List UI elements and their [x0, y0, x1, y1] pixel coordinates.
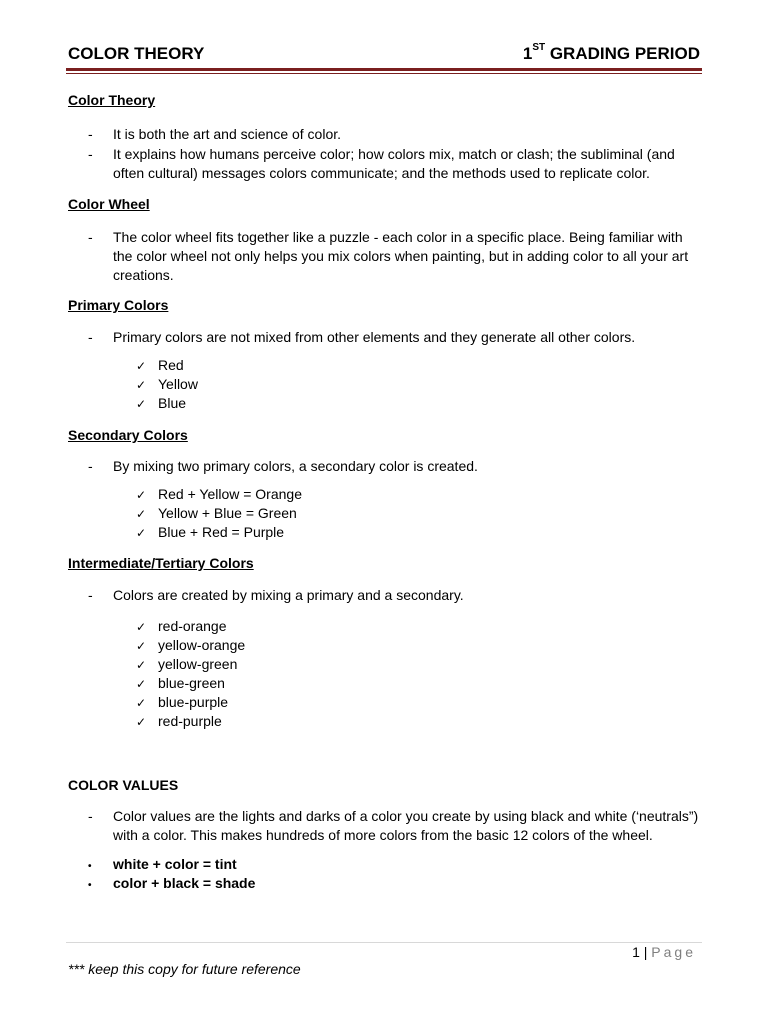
- header-grading-period: [523, 44, 700, 64]
- list-item: [88, 457, 700, 476]
- dash-marker: -: [88, 329, 93, 345]
- page-number: [632, 944, 696, 960]
- header-period-label: GRADING PERIOD: [545, 44, 700, 63]
- checkmark-icon: ✓: [136, 488, 147, 502]
- check-item-text: Red: [158, 357, 184, 373]
- list-item-text: Color values are the lights and darks of a color you create by using black and white (‘neutrals”) with a color. This makes hundreds of more colors from the basic 12 colors of the wheel.: [113, 808, 699, 843]
- checkmark-icon: ✓: [136, 639, 147, 653]
- page-number-label: Page: [651, 944, 696, 960]
- list-item: [88, 145, 700, 183]
- header-rule-thick: [66, 68, 702, 71]
- list-item-text: Primary colors are not mixed from other elements and they generate all other colors.: [113, 329, 636, 345]
- checkmark-icon: ✓: [136, 359, 147, 373]
- check-item: [136, 655, 237, 675]
- check-item-text: red-purple: [158, 713, 222, 729]
- heading-tertiary-colors: Intermediate/Tertiary Colors: [68, 555, 254, 571]
- check-item-text: blue-purple: [158, 694, 229, 710]
- bullet-marker: •: [88, 880, 92, 891]
- bullet-item-text: white + color = tint: [113, 856, 237, 872]
- check-item-text: red-orange: [158, 618, 227, 634]
- footer-note: *** keep this copy for future reference: [68, 961, 301, 977]
- bullet-item-text: color + black = shade: [113, 875, 256, 891]
- bullet-item: [88, 855, 237, 876]
- check-item-text: Yellow: [158, 376, 198, 392]
- check-item: [136, 693, 228, 713]
- list-item: [88, 228, 700, 285]
- checkmark-icon: ✓: [136, 397, 147, 411]
- check-item: [136, 394, 186, 414]
- page-number-separator: |: [643, 944, 648, 960]
- list-item-text: Colors are created by mixing a primary and a secondary.: [113, 587, 464, 603]
- dash-marker: -: [88, 458, 93, 474]
- list-item: [88, 125, 700, 144]
- check-item: [136, 504, 297, 524]
- heading-color-values: COLOR VALUES: [68, 777, 179, 793]
- dash-marker: -: [88, 587, 93, 603]
- check-item: [136, 356, 184, 376]
- list-item: [88, 328, 700, 347]
- header-title: COLOR THEORY: [68, 44, 205, 63]
- header-period-number: 1: [522, 44, 533, 63]
- bullet-marker: •: [88, 861, 92, 872]
- check-item-text: yellow-green: [158, 656, 238, 672]
- check-item: [136, 485, 302, 505]
- header-period-suffix: ST: [532, 42, 546, 53]
- check-item: [136, 712, 222, 732]
- checkmark-icon: ✓: [136, 658, 147, 672]
- check-item: [136, 674, 225, 694]
- check-item-text: Blue: [158, 395, 187, 411]
- page-number-value: 1: [632, 944, 640, 960]
- checkmark-icon: ✓: [136, 620, 147, 634]
- footer-rule: [66, 942, 702, 943]
- bullet-item: [88, 874, 255, 895]
- check-item: [136, 523, 284, 543]
- check-item: [136, 636, 245, 656]
- checkmark-icon: ✓: [136, 696, 147, 710]
- checkmark-icon: ✓: [136, 526, 147, 540]
- heading-color-wheel: Color Wheel: [68, 196, 150, 212]
- list-item-text: It is both the art and science of color.: [113, 126, 342, 142]
- check-item-text: yellow-orange: [158, 637, 246, 653]
- list-item-text: By mixing two primary colors, a secondary color is created.: [113, 458, 478, 474]
- check-item: [136, 617, 227, 637]
- dash-marker: -: [88, 808, 93, 824]
- check-item: [136, 375, 198, 395]
- check-item-text: Blue + Red = Purple: [158, 524, 285, 540]
- header-rule-thin: [66, 73, 702, 74]
- checkmark-icon: ✓: [136, 378, 147, 392]
- dash-marker: -: [88, 229, 93, 245]
- list-item: [88, 807, 700, 845]
- check-item-text: Red + Yellow = Orange: [158, 486, 302, 502]
- heading-primary-colors: Primary Colors: [68, 297, 169, 313]
- list-item-text: The color wheel fits together like a puzzle - each color in a specific place. Being familiar with the color wheel not only helps you mix colors when painting, but in adding color to all your art creations.: [113, 229, 689, 283]
- check-item-text: Yellow + Blue = Green: [158, 505, 297, 521]
- dash-marker: -: [88, 126, 93, 142]
- dash-marker: -: [88, 146, 93, 162]
- heading-secondary-colors: Secondary Colors: [68, 427, 188, 443]
- list-item-text: It explains how humans perceive color; how colors mix, match or clash; the subliminal (and often cultural) messages colors communicate; and the methods used to replicate color.: [113, 146, 675, 181]
- checkmark-icon: ✓: [136, 677, 147, 691]
- heading-color-theory: Color Theory: [68, 92, 156, 108]
- checkmark-icon: ✓: [136, 715, 147, 729]
- checkmark-icon: ✓: [136, 507, 147, 521]
- check-item-text: blue-green: [158, 675, 225, 691]
- list-item: [88, 586, 700, 605]
